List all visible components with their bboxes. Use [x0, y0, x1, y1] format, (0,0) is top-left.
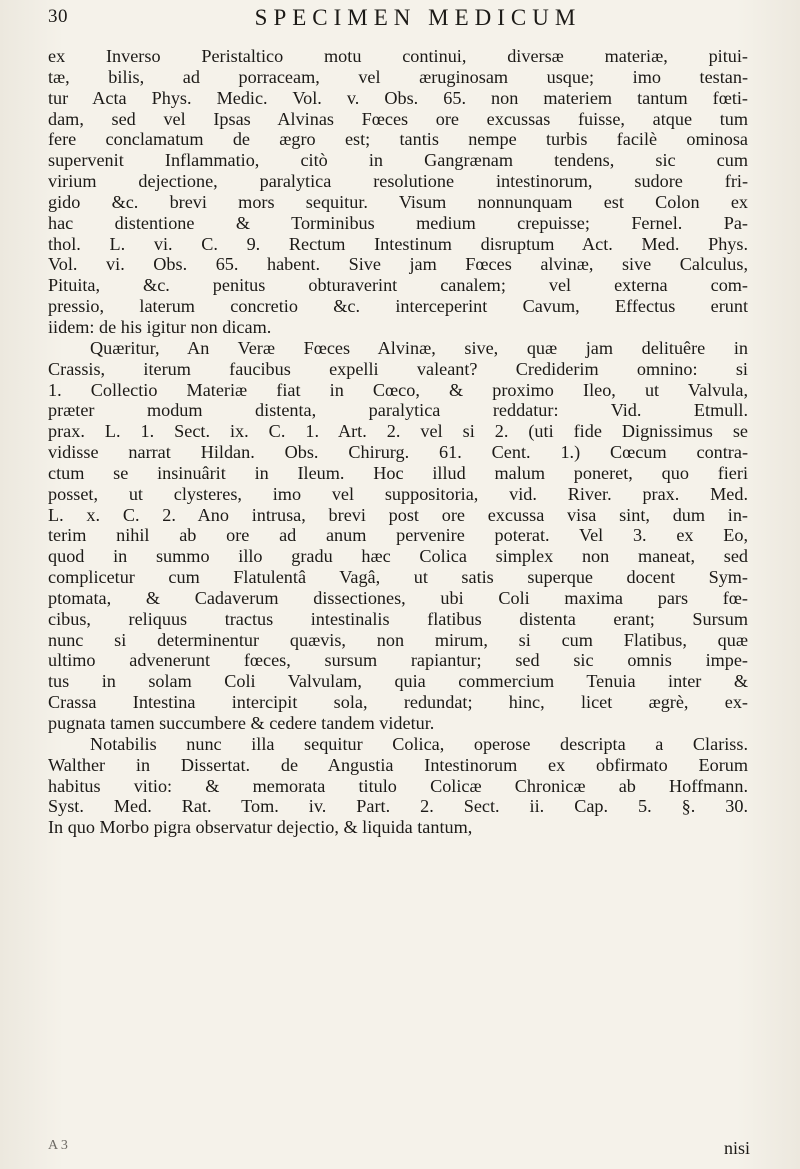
text-line: dam, sed vel Ipsas Alvinas Fœces ore excussas fuisse, atque tum	[48, 108, 748, 129]
text-line: 1. Collectio Materiæ fiat in Cœco, & proximo Ileo, ut Valvula,	[48, 379, 748, 400]
text-line: prax. L. 1. Sect. ix. C. 1. Art. 2. vel si 2. (uti fide Dignissimus se	[48, 421, 748, 442]
text-line: Quæritur, An Veræ Fœces Alvinæ, sive, quæ jam delituêre in	[90, 337, 748, 358]
text-line: tur Acta Phys. Medic. Vol. v. Obs. 65. non materiem tantum fœti-	[48, 87, 748, 108]
text-line: cibus, reliquus tractus intestinalis flatibus distenta erant; Sursum	[48, 608, 748, 629]
text-line: fere conclamatum de ægro est; tantis nempe turbis facilè ominosa	[48, 129, 748, 150]
text-line: hac distentione & Torminibus medium crepuisse; Fernel. Pa-	[48, 212, 748, 233]
text-line: Crassis, iterum faucibus expelli valeant? Crediderim omnino: si	[48, 358, 748, 379]
text-line: ctum se insinuârit in Ileum. Hoc illud malum poneret, quo fieri	[48, 462, 748, 483]
text-line: gido &c. brevi mors sequitur. Visum nonnunquam est Colon ex	[48, 191, 748, 212]
text-line: ptomata, & Cadaverum dissectiones, ubi Coli maxima pars fœ-	[48, 587, 748, 608]
text-line: Vol. vi. Obs. 65. habent. Sive jam Fœces alvinæ, sive Calculus,	[48, 254, 748, 275]
text-line: thol. L. vi. C. 9. Rectum Intestinum disruptum Act. Med. Phys.	[48, 233, 748, 254]
text-line: L. x. C. 2. Ano intrusa, brevi post ore excussa visa sint, dum in-	[48, 504, 748, 525]
text-line: Pituita, &c. penitus obturaverint canalem; vel externa com-	[48, 275, 748, 296]
text-line: Syst. Med. Rat. Tom. iv. Part. 2. Sect. ii. Cap. 5. §. 30.	[48, 796, 748, 817]
text-line: habitus vitio: & memorata titulo Colicæ Chronicæ ab Hoffmann.	[48, 775, 748, 796]
text-line: virium dejectione, paralytica resolutione intestinorum, sudore fri-	[48, 171, 748, 192]
catchword: nisi	[723, 1138, 750, 1158]
text-line: Walther in Dissertat. de Angustia Intestinorum ex obfirmato Eorum	[48, 754, 748, 775]
signature-mark: A 3	[48, 1138, 68, 1153]
text-line: quod in summo illo gradu hæc Colica simplex non maneat, sed	[48, 546, 748, 567]
text-line: tus in solam Coli Valvulam, quia commercium Tenuia inter &	[48, 671, 748, 692]
text-line: ultimo advenerunt fœces, sursum rapiantur; sed sic omnis impe-	[48, 650, 748, 671]
text-line: vidisse narrat Hildan. Obs. Chirurg. 61. Cent. 1.) Cœcum contra-	[48, 442, 748, 463]
body-text	[48, 46, 748, 838]
text-line: complicetur cum Flatulentâ Vagâ, ut satis superque docent Sym-	[48, 567, 748, 588]
page-number: 30	[48, 6, 68, 27]
text-line: terim nihil ab ore ad anum pervenire poterat. Vel 3. ex Eo,	[48, 525, 748, 546]
running-title: SPECIMEN MEDICUM	[254, 5, 582, 30]
text-line: supervenit Inflammatio, citò in Gangrænam tendens, sic cum	[48, 150, 748, 171]
text-line: tæ, bilis, ad porraceam, vel æruginosam usque; imo testan-	[48, 66, 748, 87]
text-line: iidem: de his igitur non dicam.	[48, 316, 272, 337]
text-line: ex Inverso Peristaltico motu continui, diversæ materiæ, pitui-	[48, 46, 748, 66]
page-header	[48, 2, 768, 42]
text-line: pressio, laterum concretio &c. interceperint Cavum, Effectus erunt	[48, 296, 748, 317]
text-line: posset, ut clysteres, imo vel suppositoria, vid. River. prax. Med.	[48, 483, 748, 504]
text-line: pugnata tamen succumbere & cedere tandem videtur.	[48, 713, 435, 733]
text-line: præter modum distenta, paralytica reddatur: Vid. Etmull.	[48, 400, 748, 421]
text-line: nunc si determinentur quævis, non mirum, si cum Flatibus, quæ	[48, 629, 748, 650]
text-line: Notabilis nunc illa sequitur Colica, operose descripta a Clariss.	[90, 733, 748, 754]
text-line: In quo Morbo pigra observatur dejectio, & liquida tantum,	[48, 817, 473, 838]
text-line: Crassa Intestina intercipit sola, redundat; hinc, licet ægrè, ex-	[48, 692, 748, 713]
